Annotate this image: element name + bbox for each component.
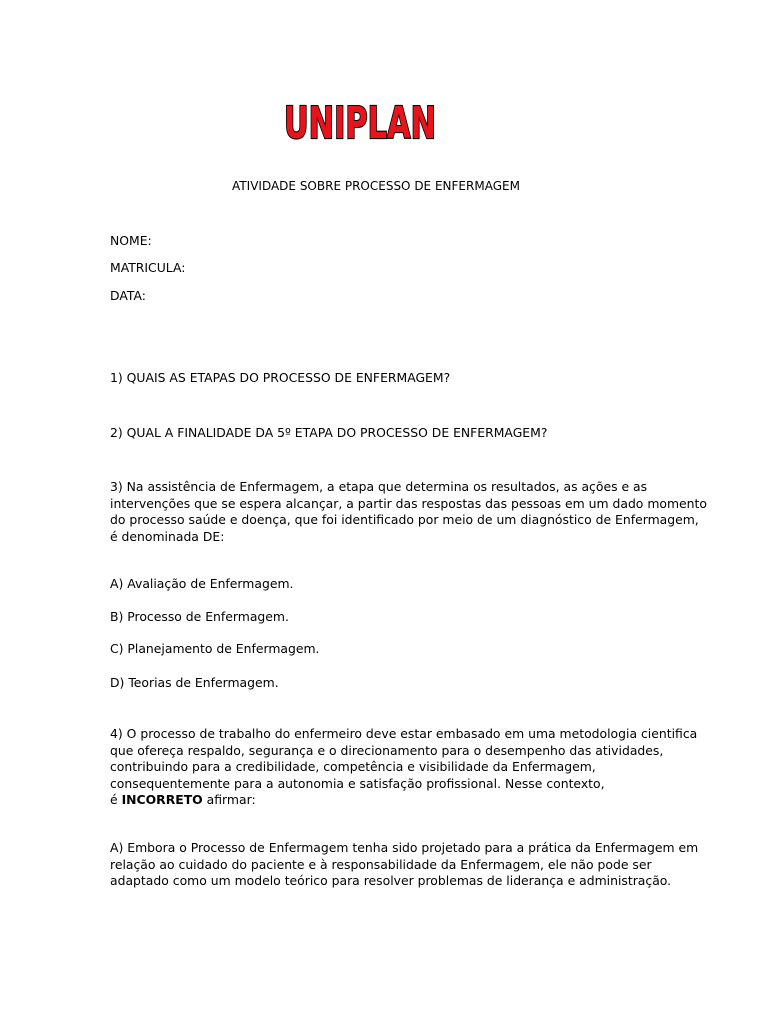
incorreto-emphasis: INCORRETO [121,792,203,807]
question-3-line: 3) Na assistência de Enfermagem, a etapa que determina os resultados, as ações e as [110,479,648,494]
question-4-line: contribuindo para a credibilidade, competência e visibilidade da Enfermagem, [110,759,596,774]
question-4-option-a-line: relação ao cuidado do paciente e à responsabilidade da Enfermagem, ele não pode ser [110,856,652,872]
question-4-option-a-line: A) Embora o Processo de Enfermagem tenha sido projetado para a prática da Enfermagem em [110,840,699,855]
question-1: 1) QUAIS AS ETAPAS DO PROCESSO DE ENFERMAGEM? [110,370,451,385]
question-3 [110,479,707,545]
document-title: ATIVIDADE SOBRE PROCESSO DE ENFERMAGEM [232,179,520,193]
question-4-suffix: afirmar: [202,792,256,807]
question-3-line: intervenções que se espera alcançar, a partir das respostas das pessoas em um dado momento [110,495,707,511]
question-3-option-c: C) Planejamento de Enfermagem. [110,641,320,656]
question-4 [110,726,698,809]
question-3-line: é denominada DE: [110,528,225,544]
question-4-option-a-line: adaptado como um modelo teórico para resolver problemas de liderança e administração. [110,873,672,888]
question-4-prefix: é [110,792,122,807]
question-4-line: 4) O processo de trabalho do enfermeiro deve estar embasado em uma metodologia cientifica [110,726,698,741]
question-4-last-line [110,792,670,809]
question-4-option-a [110,840,699,890]
matricula-field-label: MATRICULA: [110,260,186,275]
date-field-label: DATA: [110,288,146,303]
question-4-line: que ofereça respaldo, segurança e o direcionamento para o desempenho das atividades, [110,742,664,758]
name-field-label: NOME: [110,233,152,248]
uniplan-logo [280,80,440,149]
question-3-option-b: B) Processo de Enfermagem. [110,609,289,624]
logo-text: UNIPLAN [284,98,436,149]
question-4-line: consequentemente para a autonomia e satisfação profissional. Nesse contexto, [110,775,605,791]
question-3-option-d: D) Teorias de Enfermagem. [110,675,279,690]
question-3-option-a: A) Avaliação de Enfermagem. [110,576,294,591]
question-2: 2) QUAL A FINALIDADE DA 5º ETAPA DO PROCESSO DE ENFERMAGEM? [110,425,548,440]
question-3-line: do processo saúde e doença, que foi identificado por meio de um diagnóstico de Enfermagem, [110,512,699,527]
